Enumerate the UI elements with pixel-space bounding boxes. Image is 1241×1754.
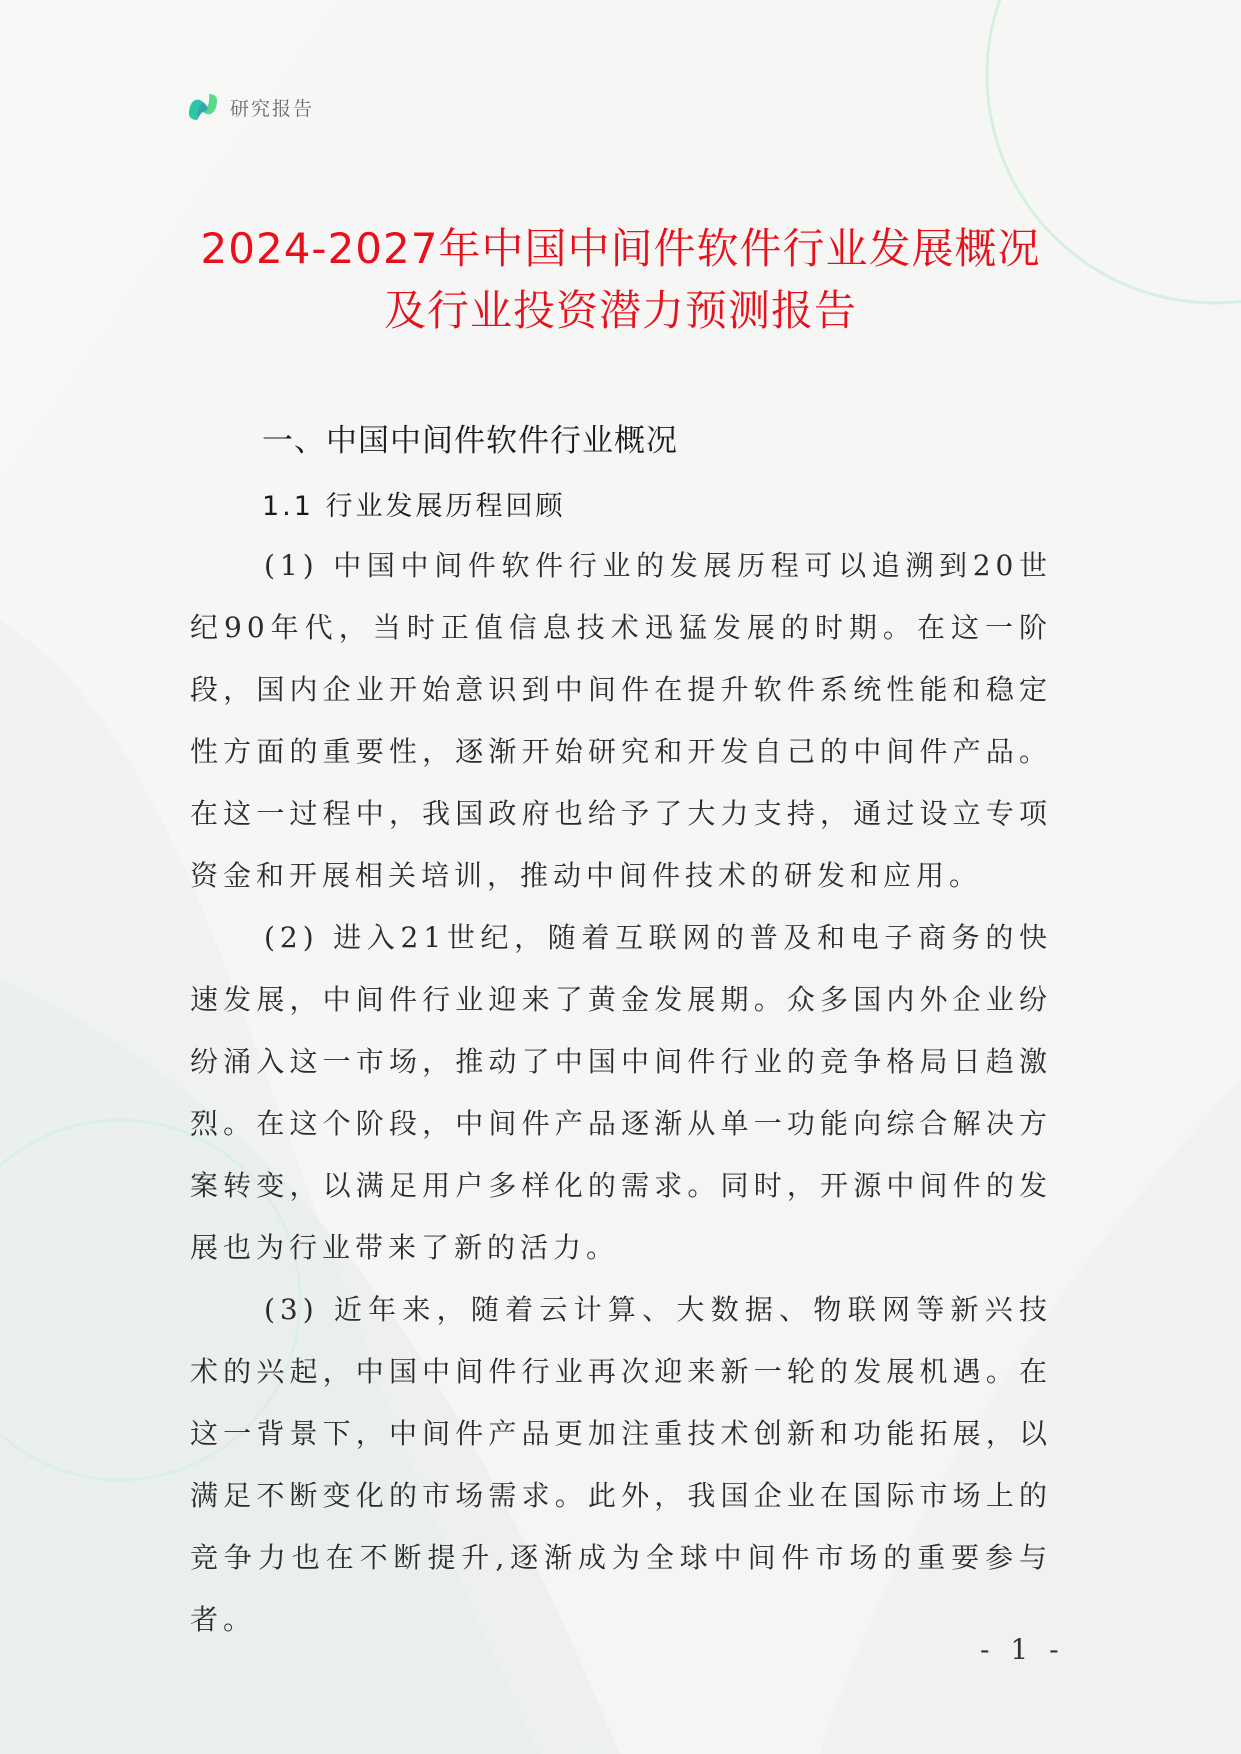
page-number: - 1 - [980,1633,1065,1666]
header-brand [186,90,314,124]
section-heading: 一、中国中间件软件行业概况 [262,423,678,459]
leaf-logo-icon [186,90,220,124]
paragraph-1: (1) 中国中间件软件行业的发展历程可以追溯到20世纪90年代，当时正值信息技术迅猛发展的时期。在这一阶段，国内企业开始意识到中间件在提升软件系统性能和稳定性方面的重要性，逐渐开始研究和开发自己的中间件产品。在这一过程中，我国政府也给予了大力支持，通过设立专项资金和开展相关培训，推动中间件技术的研发和应用。 [190,549,1052,892]
title-line-1: 2024-2027年中国中间件软件行业发展概况 [200,224,1041,273]
body-text [190,535,1052,1651]
title-line-2: 及行业投资潜力预测报告 [383,286,857,335]
subsection-heading: 1.1 行业发展历程回顾 [262,491,566,522]
paragraph-3: (3) 近年来，随着云计算、大数据、物联网等新兴技术的兴起，中国中间件行业再次迎来新一轮的发展机遇。在这一背景下，中间件产品更加注重技术创新和功能拓展，以满足不断变化的市场需求。此外，我国企业在国际市场上的竞争力也在不断提升,逐渐成为全球中间件市场的重要参与者。 [190,1293,1052,1636]
paragraph-2: (2) 进入21世纪，随着互联网的普及和电子商务的快速发展，中间件行业迎来了黄金发展期。众多国内外企业纷纷涌入这一市场，推动了中国中间件行业的竞争格局日趋激烈。在这个阶段，中间件产品逐渐从单一功能向综合解决方案转变，以满足用户多样化的需求。同时，开源中间件的发展也为行业带来了新的活力。 [190,921,1052,1264]
brand-label: 研究报告 [230,97,315,120]
report-title [140,218,1101,342]
